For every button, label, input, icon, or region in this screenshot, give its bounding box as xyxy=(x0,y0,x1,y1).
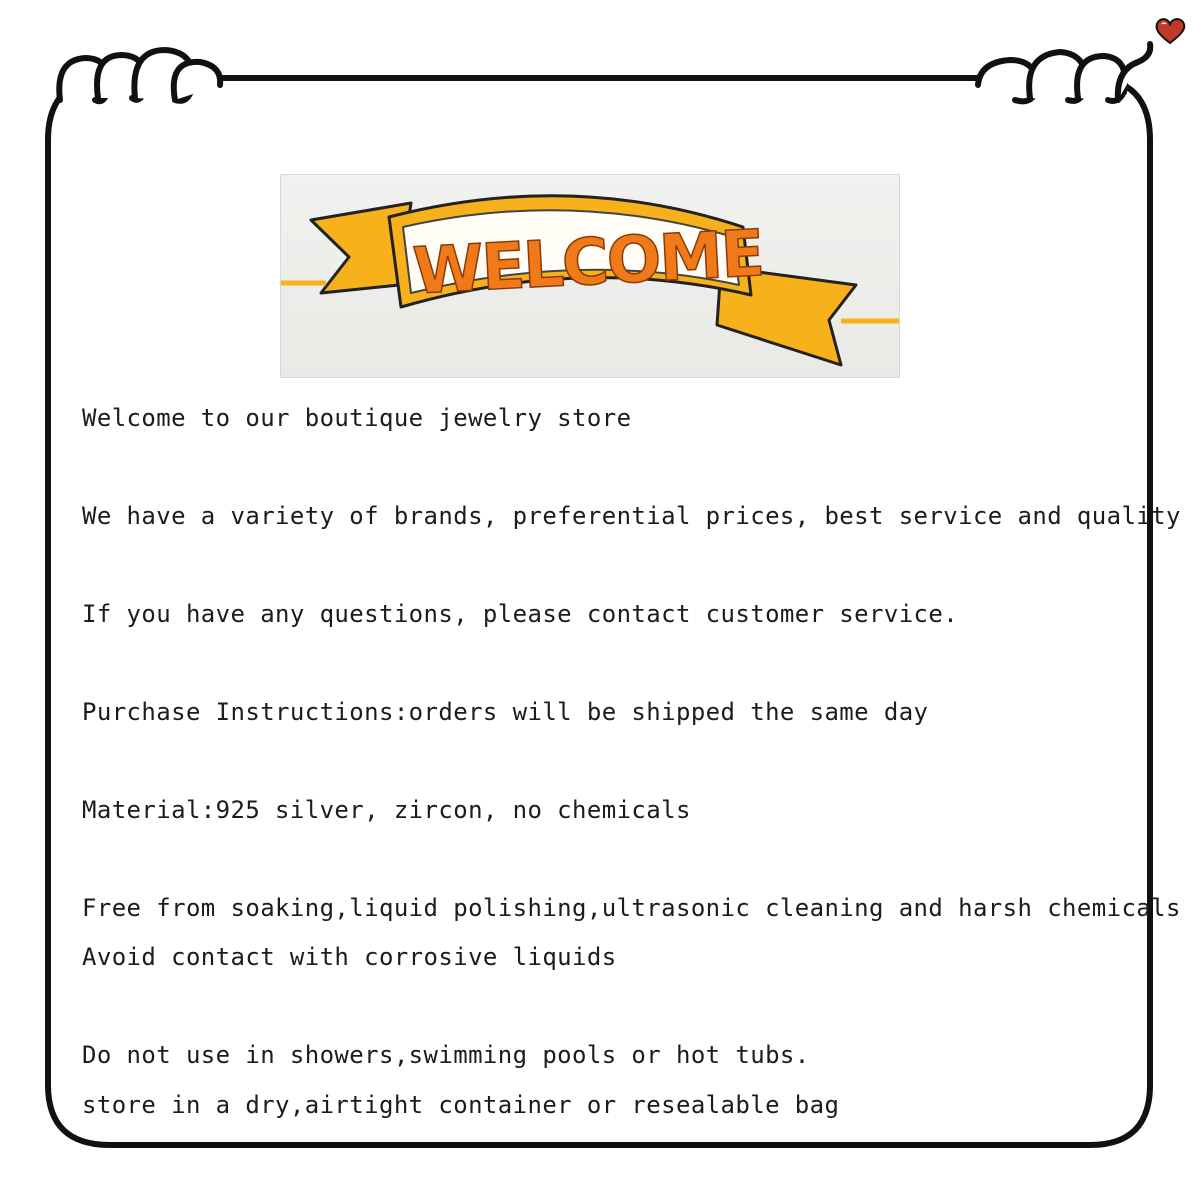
shower-warning-line: Do not use in showers,swimming pools or hot tubs. xyxy=(82,1041,810,1069)
contact-line: If you have any questions, please contact customer service. xyxy=(82,600,959,628)
welcome-word: WELCOME xyxy=(411,217,765,310)
welcome-ribbon-graphic xyxy=(281,175,900,378)
brands-line: We have a variety of brands, preferential prices, best service and quality xyxy=(82,502,1181,530)
material-line: Material:925 silver, zircon, no chemicals xyxy=(82,796,691,824)
avoid-line: Avoid contact with corrosive liquids xyxy=(82,943,617,971)
heart-icon xyxy=(1152,16,1188,46)
purchase-instructions-line: Purchase Instructions:orders will be shipped the same day xyxy=(82,698,929,726)
storage-line: store in a dry,airtight container or resealable bag xyxy=(82,1091,840,1119)
care-line: Free from soaking,liquid polishing,ultrasonic cleaning and harsh chemicals xyxy=(82,894,1181,922)
swirl-corner-left xyxy=(59,50,220,101)
swirl-corner-right xyxy=(978,44,1150,101)
welcome-line: Welcome to our boutique jewelry store xyxy=(82,404,632,432)
welcome-banner xyxy=(280,174,900,378)
